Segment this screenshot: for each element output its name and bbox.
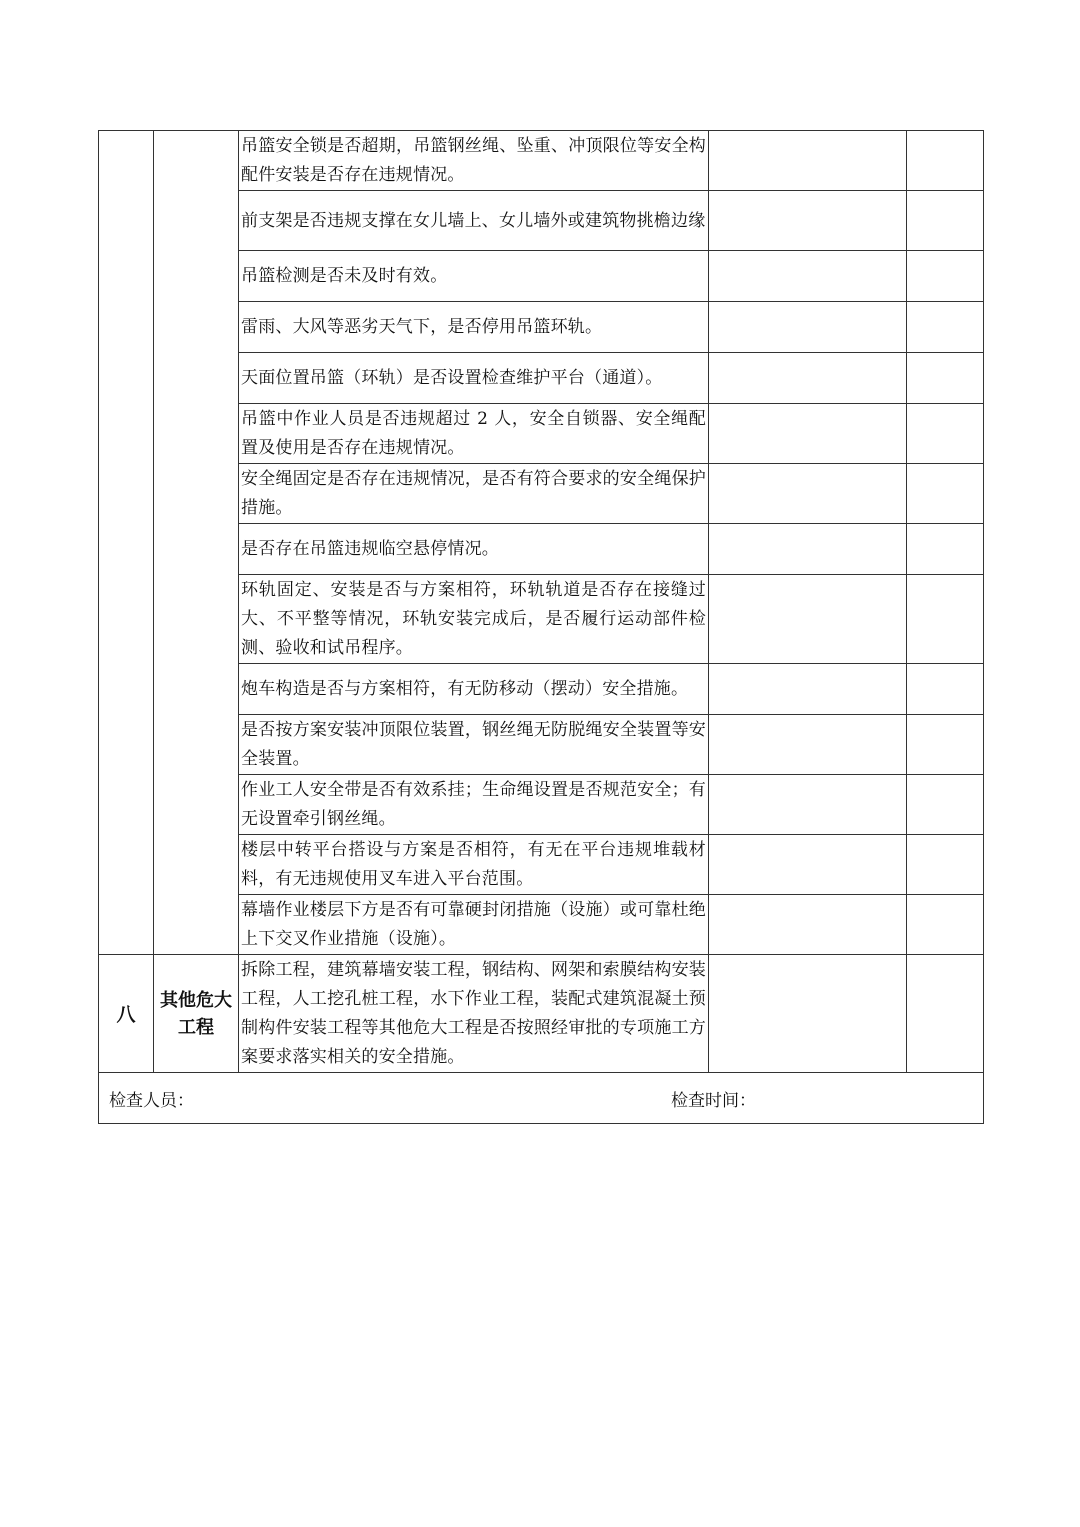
inspection-table [98,130,984,1124]
check-item: 是否按方案安装冲顶限位装置，钢丝绳无防脱绳安全装置等安全装置。 [239,715,709,775]
result-cell[interactable] [709,191,907,251]
inspection-time-label: 检查时间： [671,1091,756,1111]
check-item: 是否存在吊篮违规临空悬停情况。 [239,524,709,575]
remark-cell[interactable] [907,251,984,302]
result-cell[interactable] [709,895,907,955]
footer-cell [99,1073,984,1124]
check-item: 吊篮中作业人员是否违规超过 2 人，安全自锁器、安全绳配置及使用是否存在违规情况。 [239,404,709,464]
check-item: 天面位置吊篮（环轨）是否设置检查维护平台（通道）。 [239,353,709,404]
result-cell[interactable] [709,775,907,835]
result-cell[interactable] [709,575,907,664]
result-cell[interactable] [709,835,907,895]
remark-cell[interactable] [907,664,984,715]
result-cell[interactable] [709,404,907,464]
remark-cell[interactable] [907,835,984,895]
check-item: 雷雨、大风等恶劣天气下，是否停用吊篮环轨。 [239,302,709,353]
remark-cell[interactable] [907,524,984,575]
result-cell[interactable] [709,251,907,302]
section-number: 八 [99,955,154,1073]
inspection-table-page [98,130,983,1124]
check-item: 幕墙作业楼层下方是否有可靠硬封闭措施（设施）或可靠杜绝上下交叉作业措施（设施）。 [239,895,709,955]
result-cell[interactable] [709,302,907,353]
number-cell [99,131,154,955]
remark-cell[interactable] [907,775,984,835]
result-cell[interactable] [709,664,907,715]
table-row [99,131,984,191]
category-cell [154,131,239,955]
remark-cell[interactable] [907,955,984,1073]
check-item: 楼层中转平台搭设与方案是否相符，有无在平台违规堆载材料，有无违规使用叉车进入平台范围。 [239,835,709,895]
result-cell[interactable] [709,955,907,1073]
footer-row [99,1073,984,1124]
remark-cell[interactable] [907,715,984,775]
check-item: 炮车构造是否与方案相符，有无防移动（摆动）安全措施。 [239,664,709,715]
section-category: 其他危大工程 [154,955,239,1073]
check-item: 拆除工程，建筑幕墙安装工程，钢结构、网架和索膜结构安装工程，人工挖孔桩工程，水下作业工程，装配式建筑混凝土预制构件安装工程等其他危大工程是否按照经审批的专项施工方案要求落实相关的安全措施。 [239,955,709,1073]
inspector-label: 检查人员： [109,1091,194,1111]
remark-cell[interactable] [907,302,984,353]
check-item: 安全绳固定是否存在违规情况，是否有符合要求的安全绳保护措施。 [239,464,709,524]
check-item: 吊篮安全锁是否超期，吊篮钢丝绳、坠重、冲顶限位等安全构配件安装是否存在违规情况。 [239,131,709,191]
result-cell[interactable] [709,131,907,191]
check-item: 环轨固定、安装是否与方案相符，环轨轨道是否存在接缝过大、不平整等情况，环轨安装完成后，是否履行运动部件检测、验收和试吊程序。 [239,575,709,664]
result-cell[interactable] [709,715,907,775]
result-cell[interactable] [709,464,907,524]
check-item: 前支架是否违规支撑在女儿墙上、女儿墙外或建筑物挑檐边缘 [239,191,709,251]
remark-cell[interactable] [907,131,984,191]
remark-cell[interactable] [907,895,984,955]
result-cell[interactable] [709,524,907,575]
remark-cell[interactable] [907,191,984,251]
check-item: 作业工人安全带是否有效系挂；生命绳设置是否规范安全；有无设置牵引钢丝绳。 [239,775,709,835]
result-cell[interactable] [709,353,907,404]
check-item: 吊篮检测是否未及时有效。 [239,251,709,302]
remark-cell[interactable] [907,464,984,524]
table-row-section-8 [99,955,984,1073]
remark-cell[interactable] [907,575,984,664]
remark-cell[interactable] [907,404,984,464]
remark-cell[interactable] [907,353,984,404]
